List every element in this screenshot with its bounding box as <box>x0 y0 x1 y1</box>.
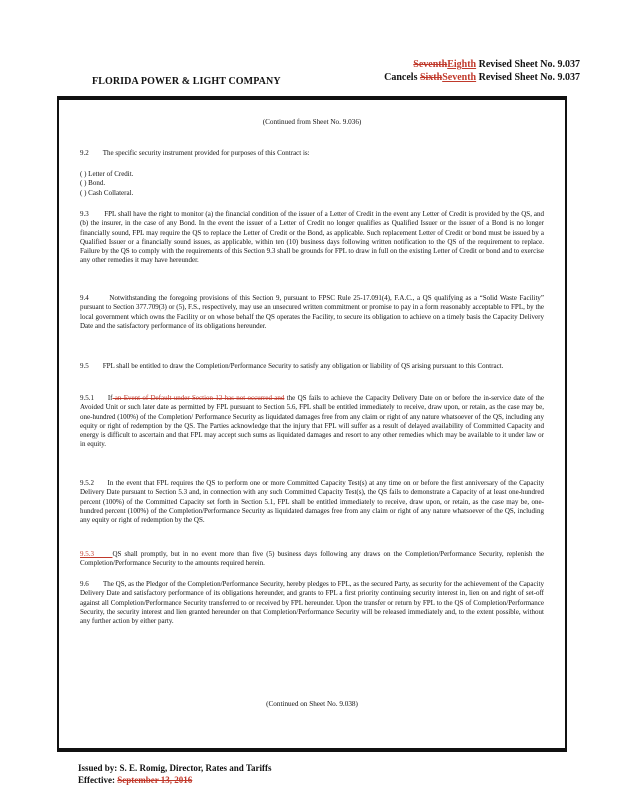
section-9-5-1-text: the QS fails to achieve the Capacity Delivery Date on or before the in-service date of the Avoided Unit or such later date as permitted by FPL pursuant to Section 5.6, FPL shall be entitled immediately to receive, draw upon, or retain, as the case may be, one-hundred (100%) of the Completion/ Performance Security as liquidated damages free from any claim or right of any nature whatsoever of the QS, including any equity or right of redemption by the QS. The Parties acknowledge that the injury that FPL will suffer as a result of delayed availability of Committed Capacity and energy is difficult to ascertain and that FPL may accept such sums as liquidated damages and resort to any other remedies which may be available to it under law or in equity. <box>80 394 545 449</box>
effective-label: Effective: <box>78 775 118 785</box>
section-9-5-3-text: QS shall promptly, but in no event more than five (5) business days following any draws on the Completion/Performance Security, replenish the Completion/Performance Security to the amounts required herein. <box>80 550 544 568</box>
option-bond: ( ) Bond. <box>80 179 106 188</box>
section-9-5-1-number: 9.5.1 If <box>80 394 113 402</box>
cancels-prefix: Cancels <box>384 72 420 83</box>
sheet-line-2 <box>384 71 580 84</box>
section-9-5-1 <box>80 394 544 450</box>
inserted-number: 9.5.3 <box>80 550 113 558</box>
struck-date: September 13, 2016 <box>117 775 193 785</box>
section-9-5-3 <box>80 550 544 569</box>
option-letter-of-credit: ( ) Letter of Credit. <box>80 170 134 178</box>
inserted-text: Seventh <box>442 72 477 83</box>
security-options <box>80 170 544 198</box>
section-9-2: 9.2 The specific security instrument provided for purposes of this Contract is: <box>80 149 310 157</box>
section-9-3: 9.3 FPL shall have the right to monitor (a) the financial condition of the issuer of a Letter of Credit in the event any Letter of Credit is provided by the QS, and (b) the insurer, in the case of any Bond. In the event the issuer of a Letter of Credit no longer qualifies as Qualified Issuer or the issuer of a Bond is no longer financially sound, FPL may require the QS to replace the Letter of Credit or the Bond, as applicable. Such replacement Letter of Credit or bond must be issued by a Qualified Issuer or a financially sound issues, as applicable, within ten (10) business days following written notification to the QS of the requirement to replace. Failure by the QS to comply with the requirements of this Section 9.3 shall be grounds for FPL to draw in full on the existing Letter of Credit or bond and to exercise any other remedies it may have hereunder. <box>80 210 544 265</box>
section-9-6: 9.6 The QS, as the Pledgor of the Completion/Performance Security, hereby pledges to FPL, as the secured Party, as security for the achievement of the Capacity Delivery Date and satisfactory performance of its obligations hereunder, and grants to FPL a first priority continuing security interest in, lien on and right of set-off against all Completion/Performance Security transferred to or received by FPL hereunder. Upon the transfer or return by FPL to the QS of Completion/Performance Security, the security interest and lien granted hereunder on that Completion/Performance Security will be released immediately and, to the extent possible, without any further action by either party. <box>80 580 544 626</box>
continued-from: (Continued from Sheet No. 9.036) <box>262 118 362 126</box>
section-9-4: 9.4 Notwithstanding the foregoing provisions of this Section 9, pursuant to FPSC Rule 25-17.091(4), F.A.C., a QS qualifying as a “Solid Waste Facility” pursuant to Section 377.709(3) or (5), F.S., respectively, may use an unsecured written commitment or promise to pay in a form reasonably acceptable to FPL, by the local government which owns the Facility or on whose behalf the QS operates the Facility, to secure its obligation to achieve on a timely basis the Capacity Delivery Date and the satisfactory performance of its obligations hereunder. <box>80 294 544 330</box>
option-cash-collateral: ( ) Cash Collateral. <box>80 188 134 197</box>
sheet-line-2-rest: Revised Sheet No. 9.037 <box>476 72 580 83</box>
footer <box>78 762 272 786</box>
struck-text: Sixth <box>419 72 443 83</box>
continued-on: (Continued on Sheet No. 9.038) <box>266 700 358 708</box>
issued-by: Issued by: S. E. Romig, Director, Rates and Tariffs <box>78 763 272 773</box>
section-9-5: 9.5 FPL shall be entitled to draw the Completion/Performance Security to satisfy any obligation or liability of QS arising pursuant to this Contract. <box>80 362 504 370</box>
inserted-text: Eighth <box>447 59 477 70</box>
effective-line <box>78 774 272 786</box>
company-name: FLORIDA POWER & LIGHT COMPANY <box>92 76 281 87</box>
struck-text: Seventh <box>413 59 448 70</box>
sheet-line-1-rest: Revised Sheet No. 9.037 <box>476 59 580 70</box>
struck-text: an Event of Default under Section 12 has not occurred and <box>112 394 285 402</box>
section-9-5-2: 9.5.2 In the event that FPL requires the QS to perform one or more Committed Capacity Test(s) at any time on or before the first anniversary of the Capacity Delivery Date pursuant to Section 5.3 and, in connection with any such Committed Capacity Test(s), the QS fails to demonstrate a Capacity of at least one-hundred percent (100%) of the Committed Capacity set forth in Section 5.1, FPL shall be entitled immediately to receive, draw upon, or retain, as the case may be, one-hundred percent (100%) of the Completion/Performance Security as liquidated damages free from any claim or right of any nature whatsoever of the QS, including any equity or right of redemption by the QS. <box>80 479 544 525</box>
sheet-line-1 <box>384 58 580 71</box>
sheet-number-block <box>384 58 580 84</box>
